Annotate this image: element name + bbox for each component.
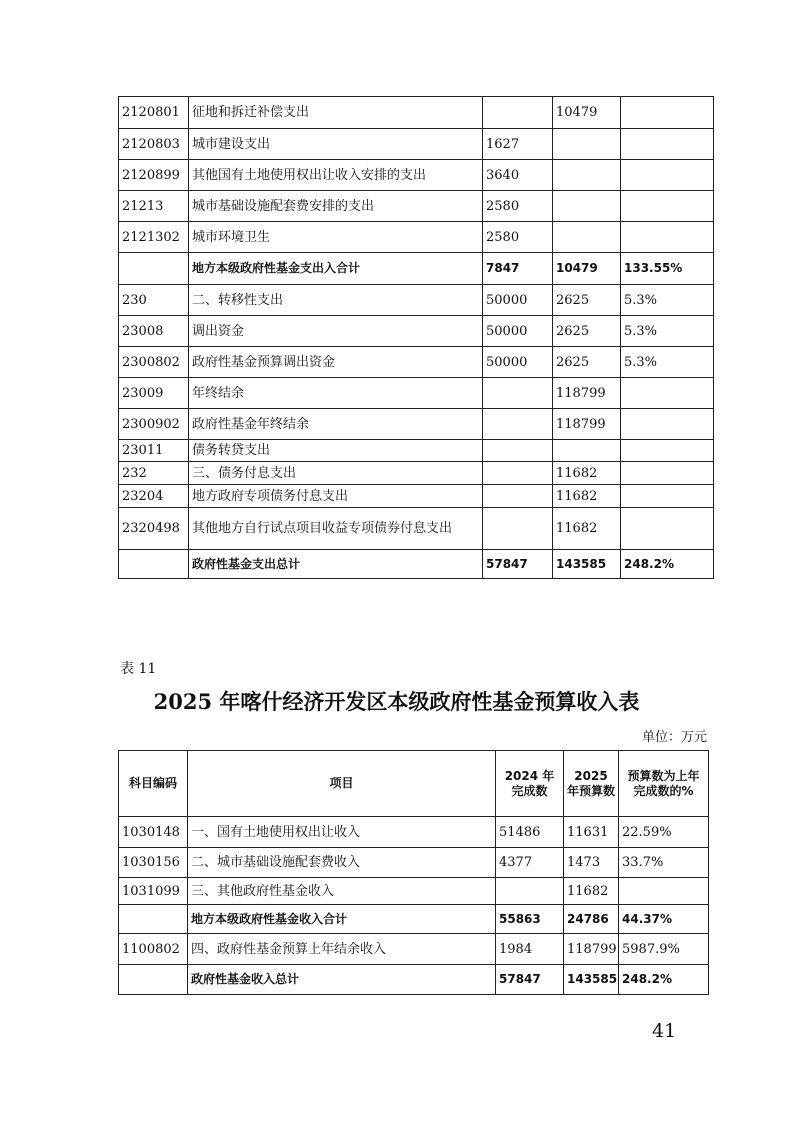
cell-code [119,550,189,579]
table-row [119,316,714,347]
cell-v2025: 11631 [564,817,619,848]
cell-item: 城市建设支出 [189,129,483,160]
cell-code [119,253,189,285]
cell-pct: 133.55% [621,253,714,285]
cell-v2024 [483,409,553,440]
table-row [119,462,714,485]
table-row [119,934,709,965]
cell-pct: 5987.9% [619,934,709,965]
cell-code: 23008 [119,316,189,347]
cell-pct [621,129,714,160]
cell-item: 政府性基金支出总计 [189,550,483,579]
cell-v2024: 1984 [496,934,564,965]
cell-v2025: 24786 [564,905,619,934]
cell-item: 地方本级政府性基金支出入合计 [189,253,483,285]
cell-v2025: 11682 [564,878,619,905]
cell-code: 1030148 [119,817,188,848]
cell-v2025: 11682 [553,462,621,485]
cell-pct [621,378,714,409]
page-number: 41 [652,1020,677,1042]
cell-code [119,905,188,934]
table-row [119,347,714,378]
cell-v2025: 118799 [553,378,621,409]
expenditure-table-continued [118,96,714,579]
cell-pct [621,485,714,508]
cell-v2025: 10479 [553,253,621,285]
cell-v2025: 118799 [564,934,619,965]
cell-item: 四、政府性基金预算上年结余收入 [188,934,496,965]
cell-v2024: 2580 [483,222,553,253]
cell-v2024: 7847 [483,253,553,285]
table-row [119,129,714,160]
cell-item: 三、其他政府性基金收入 [188,878,496,905]
header-2024: 2024 年完成数 [496,751,564,817]
cell-v2025: 2625 [553,316,621,347]
cell-code: 23011 [119,440,189,462]
cell-v2024 [483,378,553,409]
cell-v2024: 3640 [483,160,553,191]
cell-code: 1030156 [119,848,188,878]
cell-v2024 [483,97,553,129]
table-row [119,508,714,550]
cell-v2025 [553,222,621,253]
cell-pct [621,97,714,129]
cell-code: 230 [119,285,189,316]
header-2025: 2025 年预算数 [564,751,619,817]
cell-item: 调出资金 [189,316,483,347]
cell-v2025: 10479 [553,97,621,129]
table-number-label: 表 11 [120,661,157,677]
cell-code: 2120803 [119,129,189,160]
cell-code: 2121302 [119,222,189,253]
table-row [119,97,714,129]
cell-pct [619,878,709,905]
cell-code: 1100802 [119,934,188,965]
cell-v2024: 50000 [483,285,553,316]
table-row [119,160,714,191]
cell-v2024: 51486 [496,817,564,848]
cell-pct [621,222,714,253]
cell-v2024 [483,462,553,485]
table-row [119,878,709,905]
cell-code: 21213 [119,191,189,222]
cell-pct [621,160,714,191]
cell-v2024: 55863 [496,905,564,934]
cell-item: 年终结余 [189,378,483,409]
cell-code [119,965,188,995]
cell-v2024 [483,508,553,550]
cell-code: 1031099 [119,878,188,905]
header-item: 项目 [188,751,496,817]
table-row [119,378,714,409]
cell-item: 二、城市基础设施配套费收入 [188,848,496,878]
cell-v2025: 118799 [553,409,621,440]
cell-pct: 248.2% [619,965,709,995]
cell-v2024 [483,440,553,462]
cell-pct: 22.59% [619,817,709,848]
table-row [119,965,709,995]
cell-item: 三、债务付息支出 [189,462,483,485]
cell-item: 地方本级政府性基金收入合计 [188,905,496,934]
revenue-table [118,750,709,995]
cell-v2024: 50000 [483,347,553,378]
cell-v2025: 1473 [564,848,619,878]
cell-v2025 [553,440,621,462]
table-row [119,253,714,285]
cell-item: 二、转移性支出 [189,285,483,316]
cell-v2024: 1627 [483,129,553,160]
table-row [119,848,709,878]
table-row [119,905,709,934]
cell-v2024: 4377 [496,848,564,878]
cell-v2025: 2625 [553,285,621,316]
cell-v2025: 143585 [553,550,621,579]
cell-code: 23204 [119,485,189,508]
cell-pct: 33.7% [619,848,709,878]
cell-code: 2120899 [119,160,189,191]
cell-v2024 [496,878,564,905]
table-row [119,191,714,222]
cell-code: 2300802 [119,347,189,378]
cell-item: 债务转贷支出 [189,440,483,462]
table-row [119,817,709,848]
cell-pct [621,440,714,462]
cell-v2025: 11682 [553,508,621,550]
header-pct: 预算数为上年完成数的% [619,751,709,817]
cell-pct: 248.2% [621,550,714,579]
cell-v2025 [553,160,621,191]
cell-item: 城市环境卫生 [189,222,483,253]
cell-v2025: 11682 [553,485,621,508]
cell-pct [621,409,714,440]
cell-code: 232 [119,462,189,485]
cell-v2024: 57847 [483,550,553,579]
cell-item: 其他地方自行试点项目收益专项债券付息支出 [189,508,483,550]
cell-v2025 [553,191,621,222]
cell-item: 一、国有土地使用权出让收入 [188,817,496,848]
cell-item: 其他国有土地使用权出让收入安排的支出 [189,160,483,191]
cell-item: 政府性基金年终结余 [189,409,483,440]
header-code: 科目编码 [119,751,188,817]
cell-pct [621,508,714,550]
cell-v2025: 143585 [564,965,619,995]
cell-v2024: 57847 [496,965,564,995]
cell-item: 地方政府专项债务付息支出 [189,485,483,508]
cell-v2025 [553,129,621,160]
table-row [119,440,714,462]
cell-code: 2320498 [119,508,189,550]
table-row [119,285,714,316]
cell-pct: 5.3% [621,347,714,378]
cell-v2024: 2580 [483,191,553,222]
cell-pct [621,191,714,222]
cell-pct: 44.37% [619,905,709,934]
cell-v2024: 50000 [483,316,553,347]
cell-code: 2300902 [119,409,189,440]
cell-pct [621,462,714,485]
cell-v2025: 2625 [553,347,621,378]
table-row [119,222,714,253]
unit-label: 单位：万元 [641,730,707,745]
cell-code: 23009 [119,378,189,409]
table-row [119,409,714,440]
cell-pct: 5.3% [621,285,714,316]
cell-code: 2120801 [119,97,189,129]
cell-item: 征地和拆迁补偿支出 [189,97,483,129]
cell-item: 政府性基金预算调出资金 [189,347,483,378]
table-header-row [119,751,709,817]
table-row [119,485,714,508]
cell-pct: 5.3% [621,316,714,347]
cell-v2024 [483,485,553,508]
page-title: 2025 年喀什经济开发区本级政府性基金预算收入表 [153,689,640,714]
cell-item: 政府性基金收入总计 [188,965,496,995]
table-row [119,550,714,579]
cell-item: 城市基础设施配套费安排的支出 [189,191,483,222]
